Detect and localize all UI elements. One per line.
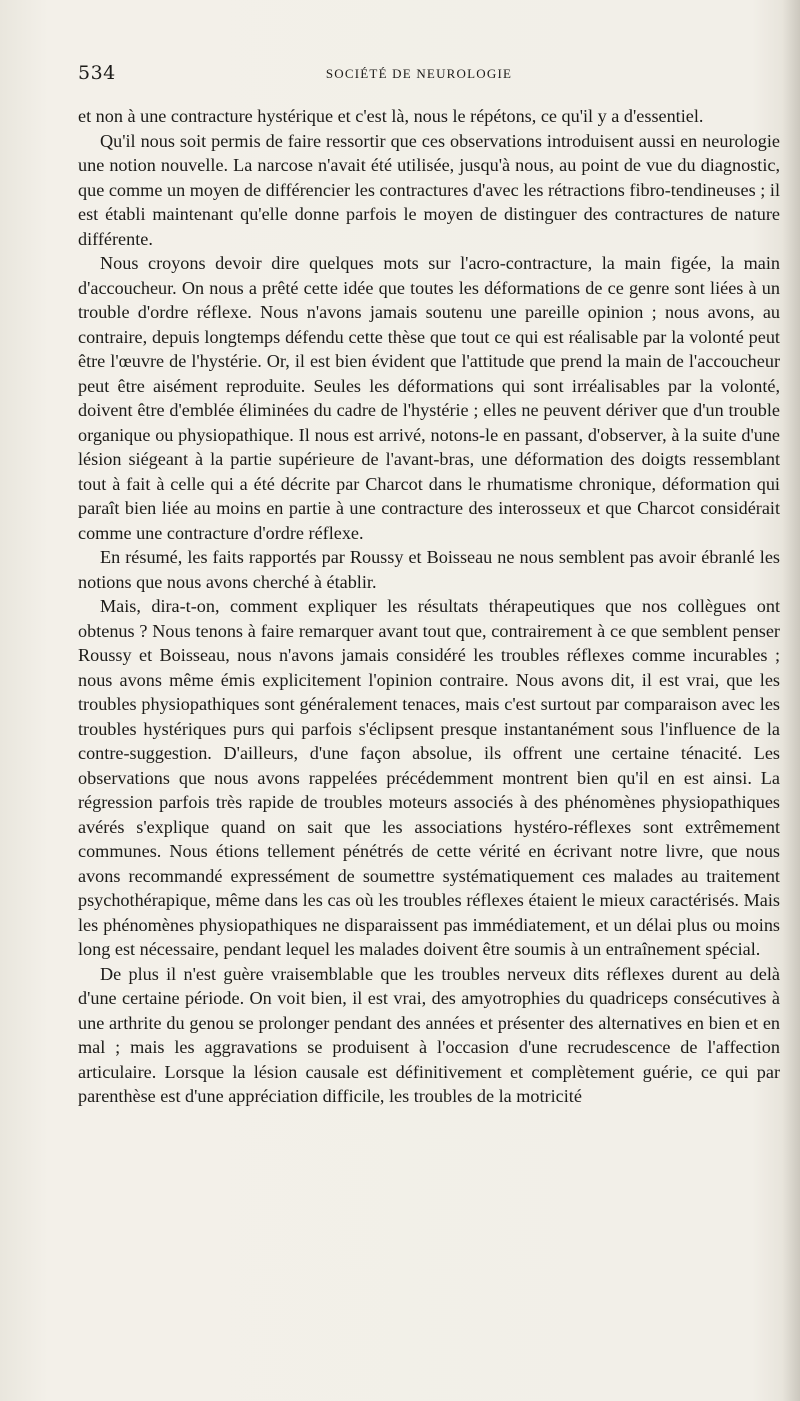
paragraph-4: En résumé, les faits rapportés par Roussy et Boisseau ne nous semblent pas avoir ébranlé les notions que nous avons cherché à établir.: [78, 547, 780, 592]
page-edge-shadow: [782, 0, 800, 1401]
paragraph-2: Qu'il nous soit permis de faire ressortir que ces observations introduisent aussi en neurologie une notion nouvelle. La narcose n'avait été utilisée, jusqu'à nous, au point de vue du diagnostic, que comme un moyen de différencier les contractures d'avec les rétractions fibro-tendineuses ; il est établi maintenant qu'elle donne parfois le moyen de distinguer des contractures de nature différente.: [78, 130, 780, 249]
paragraph-6: De plus il n'est guère vraisemblable que les troubles nerveux dits réflexes durent au delà d'une certaine période. On voit bien, il est vrai, des amyotrophies du quadriceps consécutives à une arthrite du genou se prolonger pendant des années et présenter des alternatives en bien et en mal ; mais les aggravations se produisent à l'occasion d'une recrudescence de l'affection articulaire. Lorsque la lésion causale est définitivement et complètement guérie, ce qui par parenthèse est d'une appréciation difficile, les troubles de la motricité: [78, 963, 780, 1106]
article-body: [78, 104, 780, 1109]
paragraph-5: Mais, dira-t-on, comment expliquer les résultats thérapeutiques que nos collègues ont obtenus ? Nous tenons à faire remarquer avant tout que, contrairement à ce que semblent penser Roussy et Boisseau, nous n'avons jamais considéré les troubles réflexes comme incurables ; nous avons même émis explicitement l'opinion contraire. Nous avons dit, il est vrai, que les troubles physiopathiques sont généralement tenaces, mais c'est surtout par comparaison avec les troubles hystériques purs qui parfois s'éclipsent presque instantanément sous l'influence de la contre-suggestion. D'ailleurs, d'une façon absolue, ils offrent une certaine ténacité. Les observations que nous avons rappelées précédemment montrent bien qu'il en est ainsi. La régression parfois très rapide de troubles moteurs associés à des phénomènes physiopathiques avérés s'explique quand on sait que les associations hystéro-réflexes sont extrêmement communes. Nous étions tellement pénétrés de cette vérité en écrivant notre livre, que nous avons recommandé expressément de soumettre systématiquement ces malades au traitement psychothérapique, même dans les cas où les troubles réflexes étaient le mieux caractérisés. Mais les phénomènes physiopathiques ne disparaissent pas immédiatement, et un délai plus ou moins long est nécessaire, pendant lequel les malades doivent être soumis à un entraînement spécial.: [78, 596, 780, 959]
paragraph-1: et non à une contracture hystérique et c'est là, nous le répétons, ce qu'il y a d'essentiel.: [78, 106, 704, 126]
paragraph-3: Nous croyons devoir dire quelques mots sur l'acro-contracture, la main figée, la main d'accoucheur. On nous a prêté cette idée que toutes les déformations de ce genre sont liées à un trouble d'ordre réflexe. Nous n'avons jamais soutenu une pareille opinion ; nous avons, au contraire, depuis longtemps défendu cette thèse que tout ce qui est réalisable par la volonté peut être l'œuvre de l'hystérie. Or, il est bien évident que l'attitude que prend la main de l'accoucheur peut être aisément reproduite. Seules les déformations qui sont irréalisables par la volonté, doivent être d'emblée éliminées du cadre de l'hystérie ; elles ne peuvent dériver que d'un trouble organique ou physiopathique. Il nous est arrivé, notons-le en passant, d'observer, à la suite d'une lésion siégeant à la partie supérieure de l'avant-bras, une déformation des doigts ressemblant tout à fait à celle qui a été décrite par Charcot dans le rhumatisme chronique, déformation qui paraît bien liée au moins en partie à une contracture des interosseux et que Charcot considérait comme une contracture d'ordre réflexe.: [78, 253, 780, 543]
running-head: [78, 62, 760, 88]
page-number: 534: [78, 62, 116, 84]
journal-title: SOCIÉTÉ DE NEUROLOGIE: [325, 66, 513, 81]
